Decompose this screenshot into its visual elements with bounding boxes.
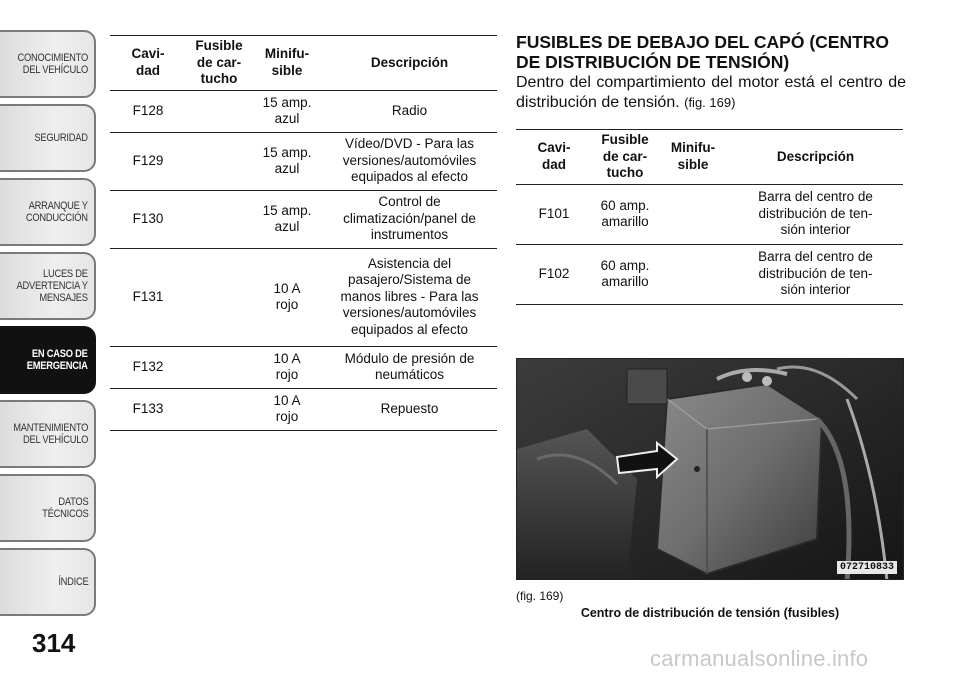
table-header-row: [110, 36, 497, 91]
cell: F102: [516, 244, 592, 304]
figure-code: 072710833: [837, 561, 897, 574]
table-row: [110, 346, 497, 388]
cell: F129: [110, 132, 186, 190]
tab-label: ÍNDICE: [57, 576, 88, 588]
table-row: [110, 90, 497, 132]
engine-bay-illustration: [517, 359, 904, 580]
tab-label: ARRANQUE Y CONDUCCIÓN: [26, 200, 88, 224]
cell: 10 A rojo: [252, 388, 322, 430]
cell: Vídeo/DVD - Para las versiones/automóviles equipados al efecto: [322, 132, 497, 190]
table-row: [110, 388, 497, 430]
table-row: [516, 184, 903, 244]
tab-seguridad[interactable]: [0, 104, 96, 172]
cell: 15 amp. azul: [252, 90, 322, 132]
table-header-row: [516, 130, 903, 185]
cell: Repuesto: [322, 388, 497, 430]
tab-label: MANTENIMIENTO DEL VEHÍCULO: [13, 422, 88, 446]
cell: 15 amp. azul: [252, 132, 322, 190]
cell: 60 amp. amarillo: [592, 244, 658, 304]
table-row: [110, 132, 497, 190]
cell: F131: [110, 248, 186, 346]
section-heading: FUSIBLES DE DEBAJO DEL CAPÓ (CENTRO DE DISTRIBUCIÓN DE TENSIÓN): [516, 32, 890, 72]
tab-arranque[interactable]: [0, 178, 96, 246]
col-header: Minifu- sible: [252, 36, 322, 91]
cell: Barra del centro de distribución de ten- sión interior: [728, 184, 903, 244]
paragraph-text: Dentro del compartimiento del motor está el centro de distribución de tensión.: [516, 74, 906, 111]
cell: 10 A rojo: [252, 248, 322, 346]
cell: Control de climatización/panel de instrumentos: [322, 190, 497, 248]
tab-label: LUCES DE ADVERTENCIA Y MENSAJES: [16, 268, 88, 304]
section-paragraph: [516, 73, 906, 113]
figure-number: (fig. 169): [516, 589, 564, 603]
cell: Radio: [322, 90, 497, 132]
tab-label: SEGURIDAD: [34, 132, 88, 144]
table-row: [110, 190, 497, 248]
table-row: [516, 244, 903, 304]
cell: 10 A rojo: [252, 346, 322, 388]
tab-mantenimiento[interactable]: [0, 400, 96, 468]
cell: F133: [110, 388, 186, 430]
cell: [658, 184, 728, 244]
cell: [658, 244, 728, 304]
col-header: Descripción: [322, 36, 497, 91]
col-header: Descripción: [728, 130, 903, 185]
cell: [186, 388, 252, 430]
col-header: Minifu- sible: [658, 130, 728, 185]
col-header: Fusible de car- tucho: [186, 36, 252, 91]
cell: [186, 132, 252, 190]
col-header: Cavi- dad: [516, 130, 592, 185]
cell: Asistencia del pasajero/Sistema de manos libres - Para las versiones/automóviles equipados al efecto: [322, 248, 497, 346]
tab-conocimiento[interactable]: [0, 30, 96, 98]
cell: Módulo de presión de neumáticos: [322, 346, 497, 388]
tab-indice[interactable]: [0, 548, 96, 616]
cell: Barra del centro de distribución de ten- sión interior: [728, 244, 903, 304]
cell: [186, 90, 252, 132]
fuse-table-interior: [110, 35, 497, 431]
tab-label: CONOCIMIENTO DEL VEHÍCULO: [17, 52, 88, 76]
tab-datos[interactable]: [0, 474, 96, 542]
cell: F132: [110, 346, 186, 388]
tab-emergencia[interactable]: [0, 326, 96, 394]
col-header: Cavi- dad: [110, 36, 186, 91]
table-row: [110, 248, 497, 346]
cell: [186, 248, 252, 346]
figure-reference[interactable]: (fig. 169): [684, 95, 736, 110]
cell: 60 amp. amarillo: [592, 184, 658, 244]
figure-caption: Centro de distribución de tensión (fusibles): [580, 606, 840, 620]
cell: F101: [516, 184, 592, 244]
tab-label: EN CASO DE EMERGENCIA: [27, 348, 88, 372]
tab-luces[interactable]: [0, 252, 96, 320]
col-header: Fusible de car- tucho: [592, 130, 658, 185]
page-number: 314: [32, 628, 76, 658]
cell: [186, 190, 252, 248]
cell: 15 amp. azul: [252, 190, 322, 248]
cell: [186, 346, 252, 388]
watermark: carmanualsonline.info: [650, 646, 869, 671]
engine-bay-photo: [516, 358, 904, 580]
fuse-table-hood: [516, 129, 903, 305]
cell: F128: [110, 90, 186, 132]
tab-label: DATOS TÉCNICOS: [41, 496, 88, 520]
cell: F130: [110, 190, 186, 248]
